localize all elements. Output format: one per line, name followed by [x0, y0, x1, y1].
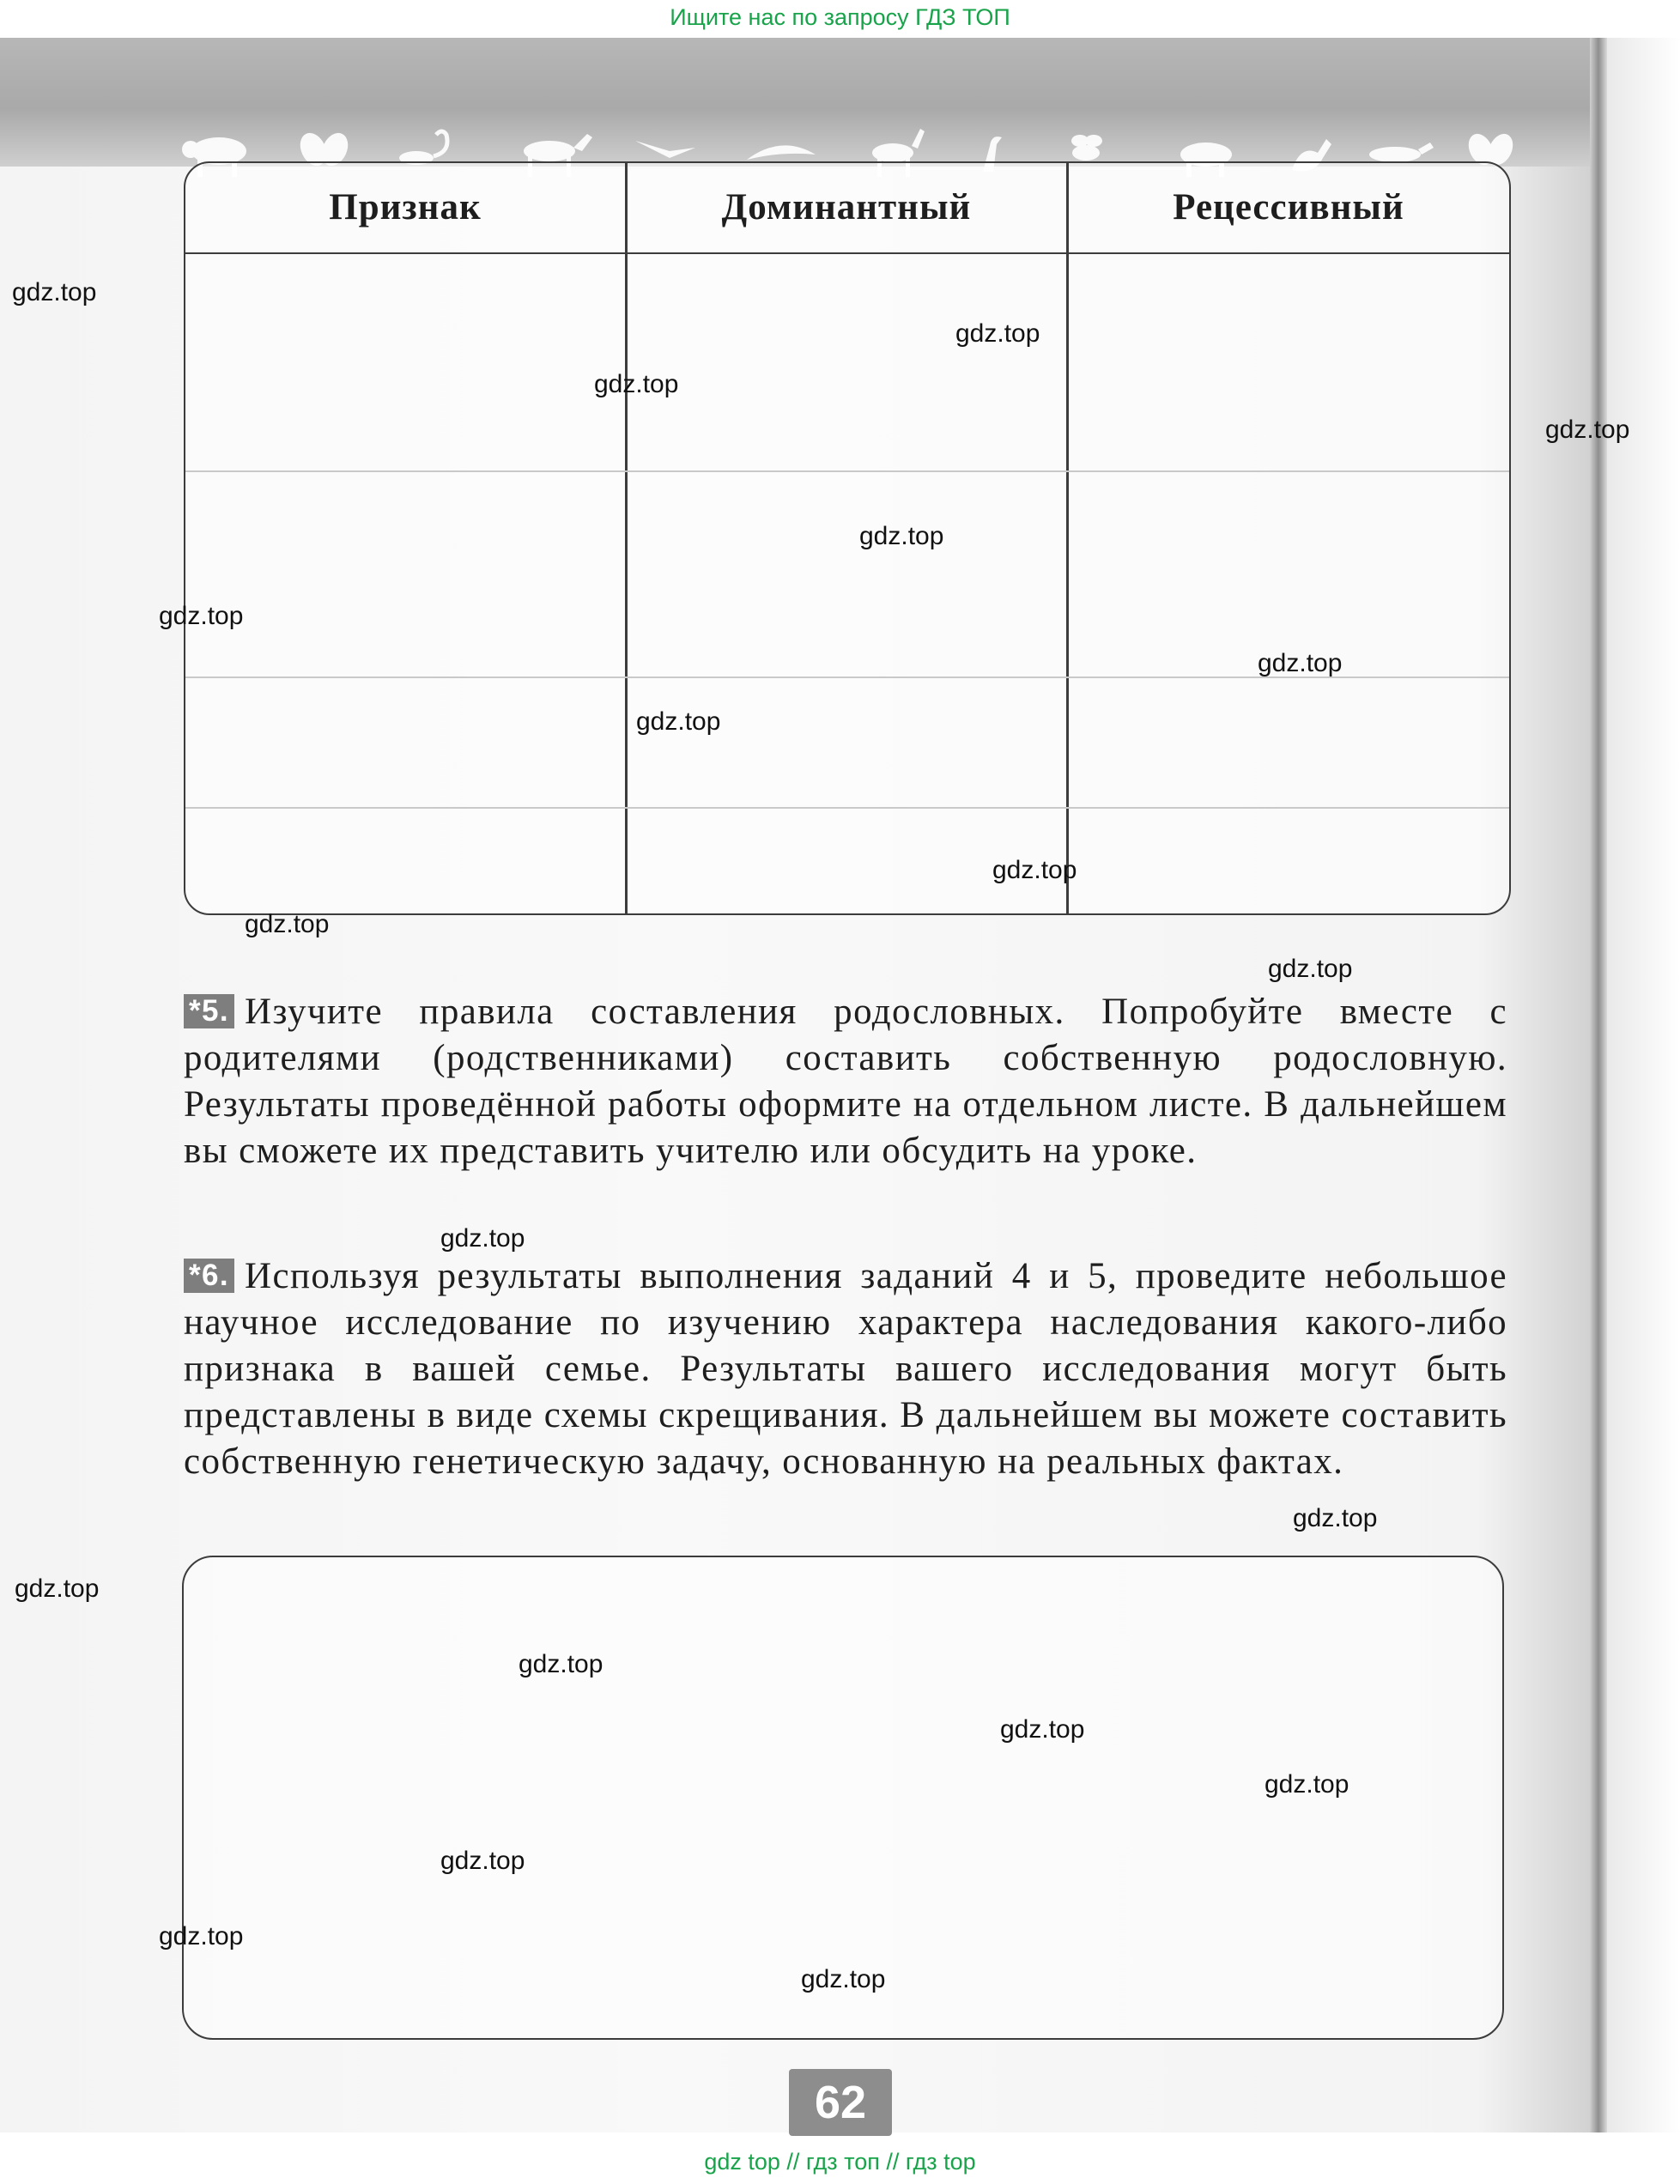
watermark: gdz.top	[245, 910, 330, 938]
task-5-text: Изучите правила составления родословных. Попробуйте вместе с родителями (родственниками) составить собственную родословную. Результаты проведённой работы оформите на отдельном листе. В дальнейшем вы сможете их представить учителю или обсудить на уроке.	[184, 992, 1507, 1171]
next-page-edge	[1607, 38, 1680, 2132]
watermark: gdz.top	[1000, 1715, 1085, 1744]
watermark: gdz.top	[955, 319, 1040, 348]
watermark: gdz.top	[992, 856, 1077, 884]
watermark: gdz.top	[594, 370, 679, 398]
watermark: gdz.top	[15, 1574, 100, 1603]
cheetah-icon	[1369, 143, 1434, 162]
book-spine	[1590, 38, 1607, 2132]
watermark: gdz.top	[519, 1650, 603, 1678]
task-5-number-badge: *5.	[184, 994, 234, 1028]
watermark: gdz.top	[801, 1965, 886, 1993]
bird-icon	[635, 141, 695, 158]
watermark: gdz.top	[159, 1922, 244, 1950]
watermark: gdz.top	[440, 1847, 525, 1875]
header-recessive: Рецессивный	[1173, 187, 1404, 228]
watermark: gdz.top	[1265, 1770, 1349, 1799]
watermark: gdz.top	[859, 522, 944, 550]
bee-icon	[1071, 135, 1102, 161]
bottom-banner[interactable]: gdz top // гдз топ // гдз top	[0, 2143, 1680, 2184]
watermark: gdz.top	[1268, 955, 1353, 983]
watermark: gdz.top	[1293, 1504, 1378, 1532]
watermark: gdz.top	[159, 602, 244, 630]
table-row-line	[185, 470, 1509, 472]
table-header-row	[185, 163, 1509, 254]
dolphin-icon	[747, 145, 816, 160]
table-row-line	[185, 807, 1509, 809]
traits-table	[184, 161, 1511, 915]
table-column-divider	[625, 163, 628, 913]
watermark: gdz.top	[440, 1224, 525, 1253]
watermark: gdz.top	[1258, 649, 1343, 677]
task-6-number-badge: *6.	[184, 1259, 234, 1293]
top-banner[interactable]: Ищите нас по запросу ГДЗ ТОП	[670, 4, 1010, 30]
watermark: gdz.top	[636, 707, 721, 736]
watermark: gdz.top	[12, 278, 97, 306]
header-dominant: Доминантный	[721, 187, 972, 228]
task-6	[184, 1253, 1507, 1485]
task-5	[184, 989, 1507, 1174]
watermark: gdz.top	[1545, 416, 1630, 444]
scorpion-icon	[399, 131, 447, 165]
task-6-text: Используя результаты выполнения заданий 4 и 5, проведите небольшое научное исследование по изучению характера наследования какого-либо признака в вашей семье. Результаты вашего исследования могут быть представлены в виде схемы скрещивания. В дальнейшем вы можете составить собственную генетическую задачу, основанную на реальных фактах.	[184, 1256, 1507, 1482]
table-column-divider	[1066, 163, 1069, 913]
page-number: 62	[789, 2069, 892, 2136]
header-trait: Признак	[329, 187, 482, 228]
